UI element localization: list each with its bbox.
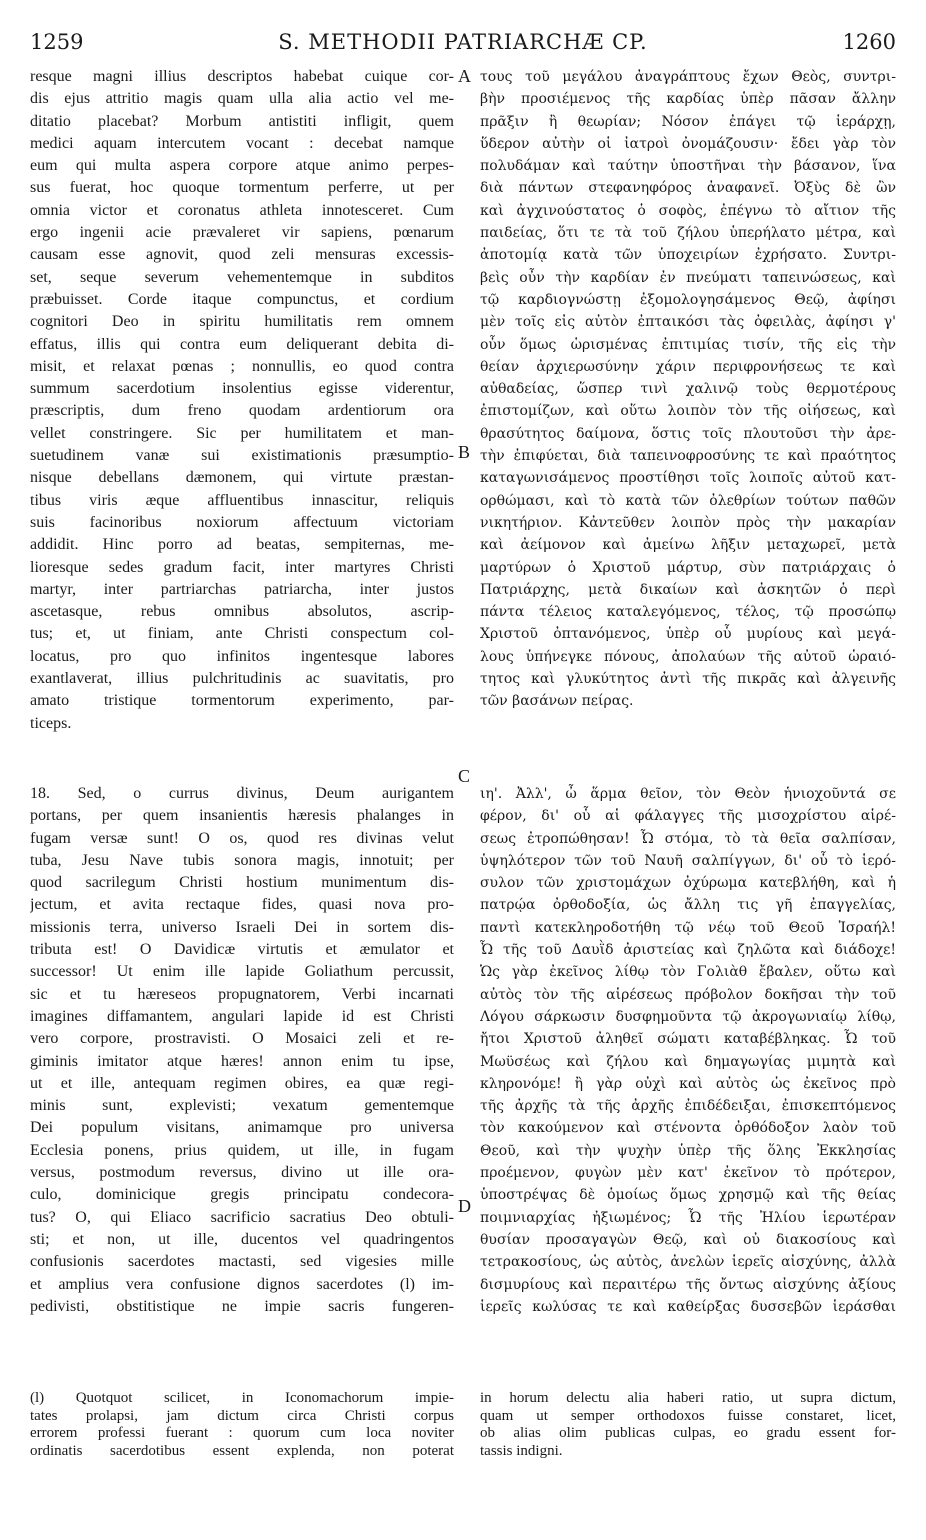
- text-line: καταγωνισάμενος προστίθησι τοῖς λοιποῖς αὐτοῦ κατ-: [480, 470, 896, 487]
- text-line: ticeps.: [30, 714, 72, 732]
- text-line: amato tristique tormentorum experimento, par-: [30, 692, 454, 710]
- text-line: θυσίαν προσαγαγὼν Θεῷ, καὶ οὐ διακοσίους καὶ: [480, 1231, 896, 1248]
- text-line: αὐτὸς τὸν τῆς αἱρέσεως πρόβολον δοκῆσαι τὴν τοῦ: [480, 986, 896, 1003]
- text-line: præscriptis, dum freno quodam ardentiorum ora: [30, 402, 454, 420]
- text-line: præbuisset. Corde itaque compunctus, et cordium: [30, 290, 454, 308]
- page-header: [30, 30, 896, 58]
- text-line: τῷ καρδιογνώστῃ ἐξομολογησάμενος Θεῷ, ἀφίησι: [480, 291, 896, 308]
- text-line: Μωϋσέως καὶ ζήλου καὶ δημαγωγίας μιμητὰ καὶ: [480, 1053, 896, 1070]
- text-line: suetudinem vanæ sui existimationis præsumptio-: [30, 447, 454, 465]
- text-line: lioresque sedes gradum facit, inter martyres Christi: [30, 558, 454, 576]
- text-line: tus? O, qui Eliaco sacrificio sacratius Deo obtuli-: [30, 1208, 454, 1226]
- text-line: καὶ ἀγχινούστατος ὁ σοφὸς, ἐπέγνω τὸ αἴτιον τῆς: [480, 202, 896, 219]
- text-line: θείαν ἀρχιερωσύνην χάριν περιφρονήσεως τε καὶ: [480, 358, 896, 375]
- text-line: 18. Sed, o currus divinus, Deum aurigantem: [30, 785, 454, 802]
- greek-column-bottom: [480, 783, 896, 1318]
- text-line: fugam versæ sunt! O os, quod res divinas velut: [30, 829, 454, 847]
- text-line: misit, et relaxat pœnas ; nonnullis, eo quod contra: [30, 357, 454, 375]
- text-line: τῆς ἀρχῆς τὰ τῆς ἀρχῆς ἐπιδέδειξαι, ἐπισκεπτόμενος: [480, 1098, 896, 1115]
- text-line: eum qui multa aspera corpore atque animo perpes-: [30, 157, 454, 175]
- text-line: πρᾶξιν ἢ θεωρίαν; Νόσον ἐπάγει τῷ ἱεράρχῃ,: [480, 113, 896, 130]
- text-line: in horum delectu alia haberi ratio, ut supra dictum,: [480, 1390, 896, 1406]
- text-line: κληρονόμε! ἢ γὰρ οὐχὶ καὶ αὐτὸς ὡς ἐκεῖνος πρὸ: [480, 1075, 896, 1092]
- text-line: locatus, pro quo infinitos ingentesque labores: [30, 647, 454, 665]
- text-line: Ὦ τῆς τοῦ Δαυῒδ ἀριστείας καὶ ζηλῶτα καὶ διάδοχε!: [480, 942, 896, 959]
- text-line: vellet constringere. Sic per humilitatem et man-: [30, 424, 454, 442]
- text-line: summum sacerdotium insolentius egisse viderentur,: [30, 380, 454, 398]
- text-line: δισμυρίους καὶ περαιτέρω τῆς ὄντως αἰσχύνης ἀξίους: [480, 1276, 896, 1293]
- text-line: omnia victor et coronatus athleta innotesceret. Cum: [30, 201, 454, 219]
- text-line: tates prolapsi, jam dictum circa Christi corpus: [30, 1407, 454, 1424]
- text-line: addidit. Hinc porro ad beatas, sempiternas, me-: [30, 536, 454, 554]
- footnote-left: [30, 1390, 454, 1460]
- text-line: versus, postmodum reversus, divino ut ille ora-: [30, 1164, 454, 1182]
- text-line: ποιμνιαρχίας ἠξιωμένος; Ὦ τῆς Ἠλίου ἱερωτέραν: [480, 1209, 896, 1226]
- greek-column-top: [480, 66, 896, 713]
- text-line: Χριστοῦ ὀπτανόμενος, ὑπὲρ οὗ μυρίους καὶ μεγά-: [480, 626, 896, 643]
- text-line: medici aquam intercutem vocant : decebat namque: [30, 134, 454, 152]
- text-line: ἤτοι Χριστοῦ ἀληθεῖ σώματι καταβέβληκας. Ὦ τοῦ: [480, 1031, 896, 1048]
- text-line: quam ut semper orthodoxos fuisse constaret, licet,: [480, 1407, 896, 1424]
- latin-column-bottom: [30, 783, 454, 1318]
- text-line: dis ejus attritio magis quam ulla alia actio vel me-: [30, 90, 454, 108]
- text-line: παιδείας, ὅτι τε τὰ τοῦ ζήλου ὑπερήλατο μέτρα, καὶ: [480, 225, 896, 242]
- text-line: τὸν κακούμενον καὶ στένοντα ὀρθόδοξον λαὸν τοῦ: [480, 1120, 896, 1137]
- text-line: tuba, Jesu Nave tubis sonora magis, innotuit; per: [30, 851, 454, 869]
- text-line: λους ὑπήνεγκε πόνους, ἀπολαύων τῆς αὐτοῦ ὡραιό-: [480, 648, 896, 665]
- text-line: ὕδερον αὐτὴν οἱ ἰατροὶ ὀνομάζουσιν· ἔδει γὰρ τὸν: [480, 135, 896, 152]
- text-line: φέρον, δι' οὗ αἱ φάλαγγες τῆς μισοχρίστου αἱρέ-: [480, 808, 896, 825]
- text-line: ὑψηλότερον τῶν τοῦ Ναυῆ σαλπίγγων, δι' οὗ τὸ ἱερό-: [480, 852, 896, 869]
- text-line: et amplius vera confusione dignos sacerdotes (l) im-: [30, 1275, 454, 1293]
- text-line: portans, per quem insanientis hæresis phalanges in: [30, 807, 454, 825]
- text-line: τῶν βασάνων πείρας.: [480, 693, 634, 710]
- text-line: μαρτύρων ὁ Χριστοῦ μάρτυρ, σὺν πατριάρχαις ὁ: [480, 559, 896, 576]
- section-marker-c: C: [458, 766, 471, 786]
- text-line: nisque debellans dæmonem, qui virtute præstan-: [30, 469, 454, 487]
- text-line: πολυδάμαν καὶ ταύτην ὑποστῆναι τὴν βάσανον, ἵνα: [480, 158, 896, 175]
- text-line: sic et tu hæreseos propugnatorem, Verbi incarnati: [30, 985, 454, 1003]
- text-line: tassis indigni.: [480, 1442, 563, 1459]
- text-line: νικητήριον. Κἀντεῦθεν λοιπὸν πρὸς τὴν μακαρίαν: [480, 514, 896, 531]
- text-line: suis facinoribus noxiorum affectuum victoriam: [30, 513, 454, 531]
- text-line: καὶ ἀείμονον καὶ ἀμείνω λῆξιν μεταχωρεῖ, μετὰ: [480, 537, 896, 554]
- text-line: imagines diffamantem, angulari lapide id est Christi: [30, 1007, 454, 1025]
- text-line: Dei populum visitans, animamque pro universa: [30, 1119, 454, 1137]
- text-line: set, seque severum vehementemque in subditos: [30, 268, 454, 286]
- text-line: cognitori Deo in spiritu humilitatis rem omnem: [30, 313, 454, 331]
- column-number-right: 1260: [842, 30, 896, 54]
- text-line: confusionis sacerdotes mactasti, sed vigesies mille: [30, 1253, 454, 1271]
- text-line: tibus viris æque affluentibus innascitur, reliquis: [30, 491, 454, 509]
- text-line: ὑποστρέψας δὲ ὁμοίως ὅμως χρησμῷ καὶ τῆς θείας: [480, 1187, 896, 1204]
- text-line: tributa est! O Davidicæ virtutis et æmulator et: [30, 941, 454, 959]
- section-marker-d: D: [458, 1196, 471, 1216]
- text-line: ut et ille, antequam regimen obires, ea quæ regi-: [30, 1074, 454, 1092]
- text-line: σεως ἐτροπώθησαν! Ὦ στόμα, τὸ τὰ θεῖα σαλπίσαν,: [480, 830, 896, 847]
- text-line: missionis terra, universo Israeli Dei in sortem dis-: [30, 918, 454, 936]
- latin-column-top: [30, 66, 454, 735]
- footnote-right: [480, 1390, 896, 1460]
- text-line: quod sacrilegum Christi hostium munimentum dis-: [30, 874, 454, 892]
- text-line: τητος καὶ γλυκύτητος ἀντὶ τῆς πικρᾶς καὶ ἀλγεινῆς: [480, 671, 896, 688]
- text-line: συλον τῶν χριστομάχων ὀχύρωμα κατεβλήθη, καὶ ἡ: [480, 875, 896, 892]
- text-line: ditatio placebat? Morbum antistiti infligit, quem: [30, 112, 454, 130]
- text-line: vero corpore, prostravisti. O Mosaici zeli et re-: [30, 1030, 454, 1048]
- text-line: Πατριάρχης, μετὰ δικαίων καὶ ἀσκητῶν ὁ περὶ: [480, 581, 896, 598]
- text-line: pedivisti, obstitistique ne impie sacris fungeren-: [30, 1297, 454, 1315]
- text-line: Ecclesia ponens, prius quidem, ut ille, in fugam: [30, 1141, 454, 1159]
- text-line: τετρακοσίους, ὡς αὐτὸς, ἀνελὼν ἱερεῖς αἰσχύνης, ἀλλὰ: [480, 1254, 896, 1271]
- text-line: martyr, inter partriarchas patriarcha, inter justos: [30, 580, 454, 598]
- text-line: τους τοῦ μεγάλου ἀναγράπτους ἔχων Θεὸς, συντρι-: [480, 69, 896, 85]
- text-line: ορθώμασι, καὶ τὸ κατὰ τῶν ὀλεθρίων τούτων παθῶν: [480, 492, 896, 509]
- text-line: ob alias olim publicas culpas, eo gradu essent for-: [480, 1425, 896, 1441]
- text-line: giminis imitator atque hæres! annon enim tu ipse,: [30, 1052, 454, 1070]
- text-line: errorem professi fuerant : quorum cum loca noviter: [30, 1425, 454, 1441]
- text-line: ἱερεῖς κωλύσας τε καὶ καθείρξας δυσσεβῶν ἱεράσθαι: [480, 1298, 896, 1315]
- text-line: πάντα τέλειος καταλεγόμενος, τέλος, τῷ προσώπῳ: [480, 604, 896, 621]
- text-line: παντὶ κατεκληροδοτήθη τῷ νέῳ τοῦ Θεοῦ Ἰσραήλ!: [480, 919, 896, 936]
- text-line: jectum, et avita rectaque fides, quasi nova pro-: [30, 896, 454, 914]
- text-line: ordinatis sacerdotibus essent explenda, non poterat: [30, 1442, 454, 1459]
- text-line: Λόγου σάρκωσιν δυσφημοῦντα τῷ ἀκρογωνιαίῳ λίθῳ,: [480, 1008, 896, 1025]
- text-line: exantlaverat, illius pulchritudinis ac suavitatis, pro: [30, 670, 454, 688]
- text-line: βεὶς οὖν τὴν καρδίαν ἐν πνεύματι ταπεινώσεως, καὶ: [480, 269, 896, 286]
- text-line: ascetasque, rebus omnibus absolutos, ascrip-: [30, 603, 454, 621]
- running-title: S. METHODII PATRIARCHÆ CP.: [278, 30, 648, 54]
- text-line: προέμενον, φυγὼν μὲν κατ' ἐκεῖνον τὸ πρότερον,: [480, 1165, 896, 1182]
- text-line: βὴν προσιέμενος τῆς καρδίας ὑπὲρ πᾶσαν ἄλλην: [480, 91, 896, 108]
- text-line: ergo ingenii acie prævaleret vir sapiens, pœnarum: [30, 224, 454, 242]
- text-line: οὖν ὅμως ὡρισμένας ἐπιτιμίας τισίν, τῆς εἰς τὴν: [480, 336, 896, 353]
- text-line: successor! Ut enim ille lapide Goliathum percussit,: [30, 963, 454, 981]
- text-line: causam esse agnovit, quod zeli mensuras excessis-: [30, 246, 454, 264]
- text-line: tus; et, ut finiam, ante Christi conspectum col-: [30, 625, 454, 643]
- text-line: θρασύτητος δαίμονα, ὅστις τοῖς πλουτοῦσι τὴν ἀρε-: [480, 425, 896, 442]
- text-line: culo, dominicique gregis principatu condecora-: [30, 1186, 454, 1204]
- text-line: ἀποτομίᾳ κατὰ τῶν ὑποχειρίων ἐχρήσατο. Συντρι-: [480, 247, 896, 264]
- text-line: ιη'. Ἀλλ', ὦ ἅρμα θεῖον, τὸν Θεὸν ἡνιοχοῦντά σε: [480, 786, 896, 802]
- text-line: Θεοῦ, καὶ τὴν ψυχὴν ὑπὲρ τῆς ὅλης Ἐκκλησίας: [480, 1142, 896, 1159]
- column-number-left: 1259: [30, 30, 84, 54]
- text-line: τὴν ἐπιφύεται, διὰ ταπεινοφροσύνης τε καὶ πραότητος: [480, 448, 896, 465]
- text-line: (l) Quotquot scilicet, in Iconomachorum impie-: [30, 1390, 454, 1406]
- text-line: effatus, illis qui contra eum deliquerant debita di-: [30, 335, 454, 353]
- text-line: διὰ πάντων στεφανηφόρος ἀναφανεῖ. Ὀξὺς δὲ ὢν: [480, 180, 896, 197]
- text-line: αὐθαδείας, ὥσπερ τινὶ χαλινῷ τοὺς θερμοτέρους: [480, 381, 896, 398]
- section-marker-a: A: [458, 66, 471, 86]
- text-line: Ὡς γὰρ ἐκεῖνος λίθῳ τὸν Γολιὰθ ἔβαλεν, οὕτω καὶ: [480, 964, 896, 981]
- text-line: μὲν τοῖς εἰς αὐτὸν ἐπταικόσι τὰς ὀφειλὰς, ἀφίησι γ': [480, 314, 896, 331]
- text-line: ἐπιστομίζων, καὶ οὕτω λοιπὸν τὸν τῆς οἰήσεως, καὶ: [480, 403, 896, 420]
- text-line: sti; et non, ut ille, ducentos vel quadringentos: [30, 1230, 454, 1248]
- section-marker-b: B: [458, 442, 471, 462]
- text-line: resque magni illius descriptos habebat cuique cor-: [30, 68, 454, 85]
- text-line: minis sunt, explevisti; vexatum gementemque: [30, 1097, 454, 1115]
- text-line: sus fuerat, hoc quoque tormentum perferre, ut per: [30, 179, 454, 197]
- text-line: πατρῴα ὀρθοδοξία, ὡς ἄλλη τις γῆ ἐπαγγελίας,: [480, 897, 896, 914]
